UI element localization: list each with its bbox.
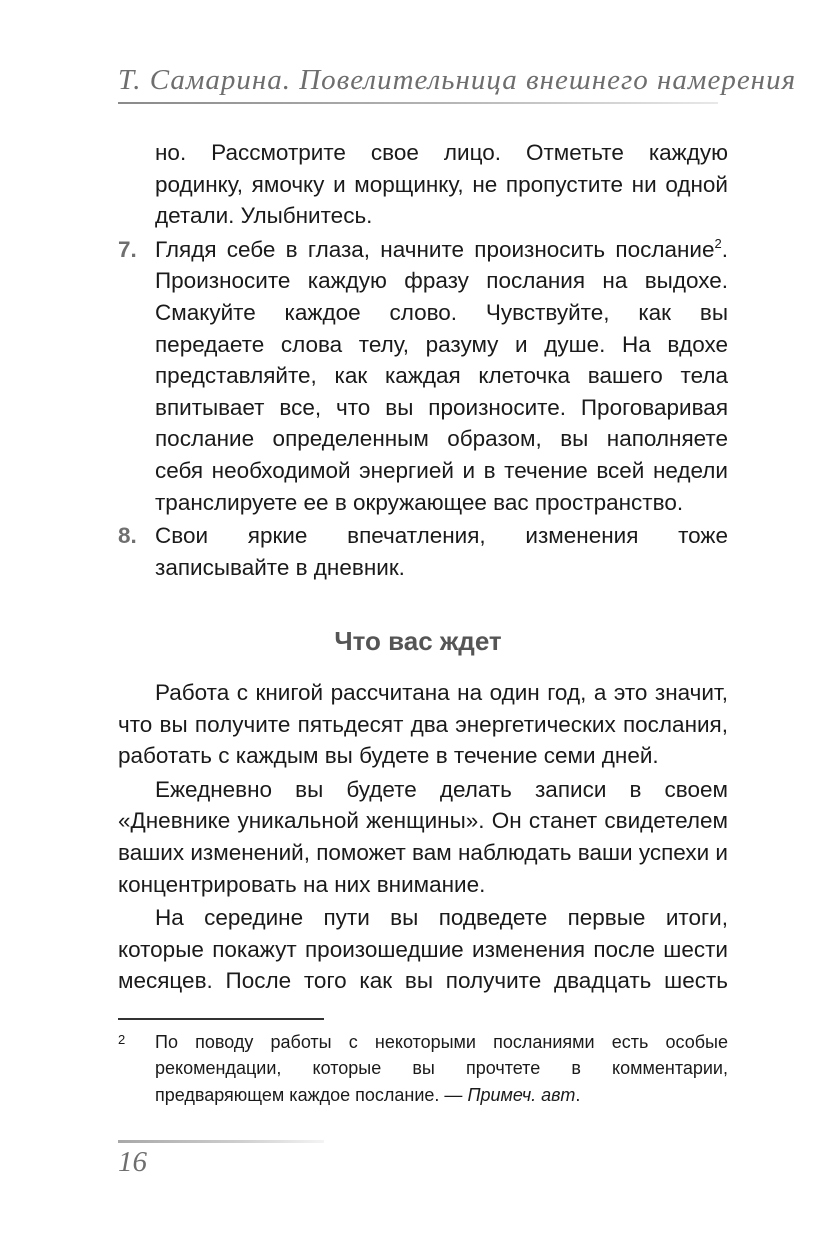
footnote-body: По поводу работы с некоторыми посланиями есть особые рекомендации, которые вы прочтете в комментарии, предваряющем каждое послание. — xyxy=(155,1032,728,1105)
footnote-end: . xyxy=(575,1084,581,1105)
footnote-reference[interactable]: 2 xyxy=(714,235,722,251)
footnote-rule xyxy=(118,1018,324,1020)
section-heading: Что вас ждет xyxy=(334,626,502,656)
paragraph-1: Работа с книгой рассчитана на один год, а это значит, что вы получите пятьдесят два энергетических послания, работать с каждым вы будете в течение семи дней. xyxy=(118,680,728,769)
list-item-step-7 xyxy=(118,234,728,518)
footnote-number: 2 xyxy=(118,1032,126,1047)
list-item-step-8 xyxy=(118,520,728,583)
list-number-7: 7. xyxy=(118,236,137,262)
step-8-text: Свои яркие впечатления, изменения тоже записывайте в дневник. xyxy=(155,523,728,580)
step-7-text-rest: . Произносите каждую фразу послания на выдохе. Смакуйте каждое слово. Чувствуйте, как вы передаете слова телу, разуму и душе. На вдохе представляйте, как каждая клеточка вашего тела впитывает все, что вы произносите. Проговаривая послание определенным образом, вы наполняете себя необходимой энергией и в течение всей недели транслируете ее в окружающее вас пространство. xyxy=(155,236,728,515)
running-header: Т. Самарина. Повелительница внешнего намерения xyxy=(118,64,797,96)
step-6-continuation: но. Рассмотрите свое лицо. Отметьте каждую родинку, ямочку и морщинку, не пропустите ни одной детали. Улыбнитесь. xyxy=(155,140,728,229)
footer-rule xyxy=(118,1140,324,1143)
footnote-author-note: Примеч. авт xyxy=(467,1084,576,1105)
header-rule xyxy=(118,102,718,104)
instruction-list xyxy=(118,137,728,583)
paragraph-2: Ежедневно вы будете делать записи в своем «Дневнике уникальной женщины». Он станет свидетелем ваших изменений, поможет вам наблюдать ваши успехи и концентрировать на них внимание. xyxy=(118,776,728,897)
step-7-text-start: Глядя себе в глаза, начните произносить послание xyxy=(155,236,715,262)
list-number-8: 8. xyxy=(118,523,137,549)
section-body xyxy=(118,677,728,999)
paragraph-3: На середине пути вы подведете первые итоги, которые покажут произошедшие изменения после шести месяцев. После того как вы получите двадцать шесть xyxy=(118,905,728,994)
footnote xyxy=(118,1029,728,1108)
footnote-text xyxy=(155,1029,728,1108)
page-number: 16 xyxy=(118,1146,147,1178)
